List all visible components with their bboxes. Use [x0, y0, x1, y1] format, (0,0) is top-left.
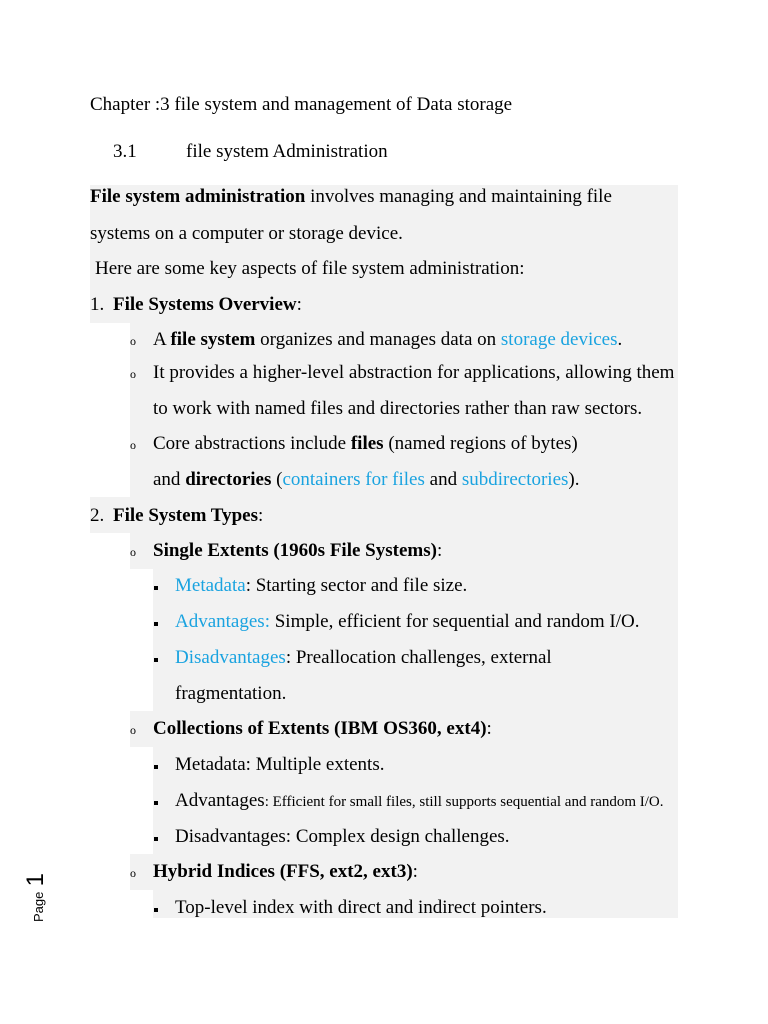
item1-b3-pre: Core abstractions include — [153, 433, 351, 454]
item1-bullet-3-line-2 — [153, 469, 579, 491]
intro-line-1 — [90, 186, 612, 208]
hybrid-title: Hybrid Indices (FFS, ext2, ext3) — [153, 861, 413, 882]
item1-heading — [113, 294, 302, 316]
containers-for-files-link[interactable]: containers for files — [282, 469, 425, 490]
section-title: file system Administration — [186, 141, 388, 162]
section-number: 3.1 — [113, 141, 137, 162]
collections-title: Collections of Extents (IBM OS360, ext4) — [153, 718, 487, 739]
square-bullet-icon — [154, 622, 158, 626]
single-advantages — [175, 611, 640, 633]
single-metadata-text: : Starting sector and file size. — [245, 575, 468, 596]
advantages-link[interactable]: Advantages: — [175, 611, 270, 632]
list-number-2: 2. — [90, 505, 105, 526]
item2-colon: : — [257, 505, 264, 526]
square-bullet-icon — [154, 586, 158, 590]
square-bullet-icon — [154, 658, 158, 662]
single-extents-heading — [153, 540, 442, 562]
collections-disadvantages: Disadvantages: Complex design challenges. — [175, 826, 510, 847]
item1-b1-pre: A — [153, 329, 171, 350]
collections-metadata: Metadata: Multiple extents. — [175, 754, 385, 775]
square-bullet-icon — [154, 765, 158, 769]
item1-bullet-1 — [153, 329, 622, 351]
item1-b3-bold-files: files — [350, 433, 384, 454]
square-bullet-icon — [154, 908, 158, 912]
circle-bullet-icon: o — [130, 723, 136, 737]
intro-line-2: systems on a computer or storage device. — [90, 223, 403, 244]
circle-bullet-icon: o — [130, 367, 136, 381]
item1-b3-paren-close: ). — [568, 469, 580, 490]
disadvantages-link[interactable]: Disadvantages — [175, 647, 286, 668]
single-extents-title: Single Extents (1960s File Systems) — [153, 540, 437, 561]
item1-b1-bold: file system — [170, 329, 256, 350]
square-bullet-icon — [154, 801, 158, 805]
item1-b3-and: and — [153, 469, 186, 490]
single-metadata — [175, 575, 467, 597]
item1-b3-paren-open: ( — [271, 469, 283, 490]
list-number-1: 1. — [90, 294, 105, 315]
collections-colon: : — [486, 718, 492, 739]
circle-bullet-icon: o — [130, 438, 136, 452]
collections-advantages-text: : Efficient for small files, still supports sequential and random I/O. — [264, 794, 664, 810]
intro-bold: File system administration — [90, 186, 306, 207]
circle-bullet-icon: o — [130, 334, 136, 348]
item1-title: File Systems Overview — [113, 294, 297, 315]
page-number: 1 — [22, 872, 49, 887]
subdirectories-link[interactable]: subdirectories — [461, 469, 569, 490]
collections-advantages — [175, 790, 664, 812]
item2-heading — [113, 505, 263, 527]
collections-heading — [153, 718, 492, 740]
item1-bullet-2-line-1: It provides a higher-level abstraction for applications, allowing them — [153, 362, 675, 383]
item1-bullet-2-line-2: to work with named files and directories rather than raw sectors. — [153, 398, 643, 419]
item1-bullet-3-line-1 — [153, 433, 578, 455]
single-disadvantages-line-1 — [175, 647, 552, 669]
collections-advantages-label: Advantages — [175, 790, 265, 811]
item1-colon: : — [296, 294, 302, 315]
hybrid-colon: : — [412, 861, 418, 882]
item1-b3-post1: (named regions of bytes) — [383, 433, 578, 454]
single-disadvantages-text: : Preallocation challenges, external — [285, 647, 552, 668]
chapter-title: Chapter :3 file system and management of Data storage — [90, 94, 513, 115]
intro-line-3: Here are some key aspects of file system administration: — [95, 258, 525, 279]
item1-b3-and2: and — [424, 469, 462, 490]
page-word: Page — [31, 891, 46, 922]
single-extents-colon: : — [436, 540, 443, 561]
page-number-label — [22, 860, 62, 930]
storage-devices-link[interactable]: storage devices — [500, 329, 618, 350]
intro-line-1-rest: involves managing and maintaining file — [305, 186, 612, 207]
item1-b3-bold-directories: directories — [185, 469, 272, 490]
item2-title: File System Types — [113, 505, 258, 526]
metadata-link[interactable]: Metadata — [175, 575, 246, 596]
item1-b1-mid: organizes and manages data on — [255, 329, 501, 350]
hybrid-heading — [153, 861, 418, 883]
square-bullet-icon — [154, 837, 158, 841]
hybrid-bullet-1: Top-level index with direct and indirect pointers. — [175, 897, 547, 918]
single-advantages-text: Simple, efficient for sequential and random I/O. — [269, 611, 640, 632]
circle-bullet-icon: o — [130, 545, 136, 559]
item1-b1-post: . — [617, 329, 623, 350]
single-disadvantages-line-2: fragmentation. — [175, 683, 287, 704]
circle-bullet-icon: o — [130, 866, 136, 880]
